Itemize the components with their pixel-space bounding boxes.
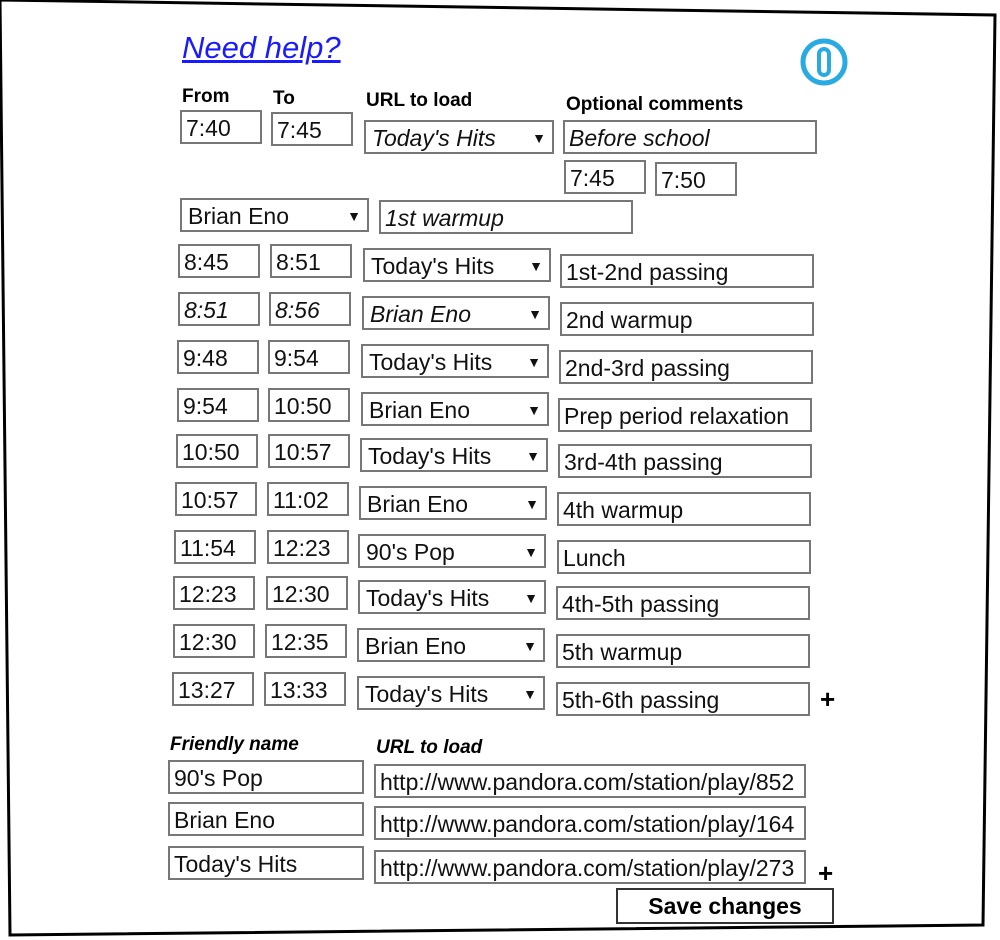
add-schedule-row-button[interactable]: + <box>820 684 836 714</box>
comment-input[interactable]: 1st warmup <box>379 200 633 234</box>
station-select-value: Today's Hits <box>369 349 493 375</box>
comment-input[interactable]: Before school <box>563 120 817 154</box>
from-time-input[interactable]: 7:45 <box>564 160 646 194</box>
header-to: To <box>273 88 295 109</box>
chevron-down-icon: ▼ <box>525 496 539 512</box>
comment-input[interactable]: 4th-5th passing <box>556 586 810 620</box>
station-select[interactable] <box>364 120 554 154</box>
to-time-input[interactable]: 8:51 <box>270 244 352 278</box>
chevron-down-icon: ▼ <box>347 208 361 224</box>
station-select[interactable] <box>362 296 550 330</box>
from-time-input[interactable]: 10:50 <box>176 434 258 468</box>
to-time-input[interactable]: 12:23 <box>267 530 349 564</box>
chevron-down-icon: ▼ <box>523 638 537 654</box>
to-time-input[interactable]: 7:50 <box>655 162 737 196</box>
station-name-input[interactable]: Today's Hits <box>168 846 364 880</box>
chevron-down-icon: ▼ <box>524 590 538 606</box>
to-time-input[interactable]: 11:02 <box>267 482 349 516</box>
station-select-value: Today's Hits <box>372 125 496 151</box>
station-select[interactable] <box>359 486 547 520</box>
to-time-input[interactable]: 13:33 <box>264 672 346 706</box>
station-select-value: Today's Hits <box>365 681 489 707</box>
station-name-input[interactable]: Brian Eno <box>168 802 364 836</box>
station-select[interactable] <box>357 628 545 662</box>
comment-input[interactable]: Prep period relaxation <box>558 398 812 432</box>
chevron-down-icon: ▼ <box>527 354 541 370</box>
to-time-input[interactable]: 8:56 <box>269 292 351 326</box>
comment-input[interactable]: 5th warmup <box>556 634 810 668</box>
comment-input[interactable]: 4th warmup <box>557 492 811 526</box>
station-select-value: Brian Eno <box>365 633 467 659</box>
comment-input[interactable]: 2nd-3rd passing <box>559 350 813 384</box>
to-time-input[interactable]: 9:54 <box>268 340 350 374</box>
station-name-input[interactable]: 90's Pop <box>168 760 364 794</box>
station-select-value: Today's Hits <box>366 585 490 611</box>
from-time-input[interactable]: 12:30 <box>173 624 255 658</box>
chevron-down-icon: ▼ <box>528 306 542 322</box>
comment-input[interactable]: 1st-2nd passing <box>560 254 814 288</box>
chevron-down-icon: ▼ <box>527 402 541 418</box>
station-select[interactable] <box>361 392 549 426</box>
chevron-down-icon: ▼ <box>523 686 537 702</box>
station-url-input[interactable]: http://www.pandora.com/station/play/273 <box>374 850 806 884</box>
chevron-down-icon: ▼ <box>529 258 543 274</box>
to-time-input[interactable]: 10:50 <box>268 388 350 422</box>
to-time-input[interactable]: 10:57 <box>268 434 350 468</box>
chevron-down-icon: ▼ <box>532 130 546 146</box>
station-select[interactable] <box>358 580 546 614</box>
station-select[interactable] <box>363 248 551 282</box>
station-select-value: Brian Eno <box>188 203 290 229</box>
chevron-down-icon: ▼ <box>526 448 540 464</box>
power-icon[interactable] <box>800 38 848 86</box>
header-station-url: URL to load <box>376 737 483 758</box>
header-url: URL to load <box>366 90 473 111</box>
station-select-value: 90's Pop <box>366 539 455 565</box>
from-time-input[interactable]: 7:40 <box>180 110 262 144</box>
station-select-value: Today's Hits <box>368 443 492 469</box>
from-time-input[interactable]: 12:23 <box>173 576 255 610</box>
to-time-input[interactable]: 12:30 <box>266 576 348 610</box>
station-select[interactable] <box>180 198 369 232</box>
from-time-input[interactable]: 9:54 <box>177 388 259 422</box>
comment-input[interactable]: 2nd warmup <box>560 302 814 336</box>
station-select-value: Brian Eno <box>367 491 469 517</box>
station-select[interactable] <box>357 676 545 710</box>
from-time-input[interactable]: 13:27 <box>172 672 254 706</box>
station-select-value: Brian Eno <box>370 301 472 327</box>
comment-input[interactable]: 5th-6th passing <box>556 682 810 716</box>
chevron-down-icon: ▼ <box>524 544 538 560</box>
from-time-input[interactable]: 9:48 <box>177 340 259 374</box>
header-friendly-name: Friendly name <box>170 734 299 755</box>
from-time-input[interactable]: 10:57 <box>175 482 257 516</box>
station-select[interactable] <box>361 344 549 378</box>
to-time-input[interactable]: 7:45 <box>271 112 353 146</box>
from-time-input[interactable]: 11:54 <box>174 530 256 564</box>
station-select-value: Brian Eno <box>369 397 471 423</box>
comment-input[interactable]: 3rd-4th passing <box>558 444 812 478</box>
add-station-button[interactable]: + <box>818 858 834 888</box>
from-time-input[interactable]: 8:51 <box>178 292 260 326</box>
station-select[interactable] <box>360 438 548 472</box>
from-time-input[interactable]: 8:45 <box>178 244 260 278</box>
station-select[interactable] <box>358 534 546 568</box>
to-time-input[interactable]: 12:35 <box>265 624 347 658</box>
station-select-value: Today's Hits <box>371 253 495 279</box>
save-changes-button[interactable]: Save changes <box>616 888 834 924</box>
need-help-link[interactable]: Need help? <box>182 30 341 65</box>
station-url-input[interactable]: http://www.pandora.com/station/play/164 <box>374 806 806 840</box>
header-comments: Optional comments <box>566 94 744 115</box>
comment-input[interactable]: Lunch <box>557 540 811 574</box>
station-url-input[interactable]: http://www.pandora.com/station/play/852 <box>374 764 806 798</box>
header-from: From <box>182 86 230 107</box>
